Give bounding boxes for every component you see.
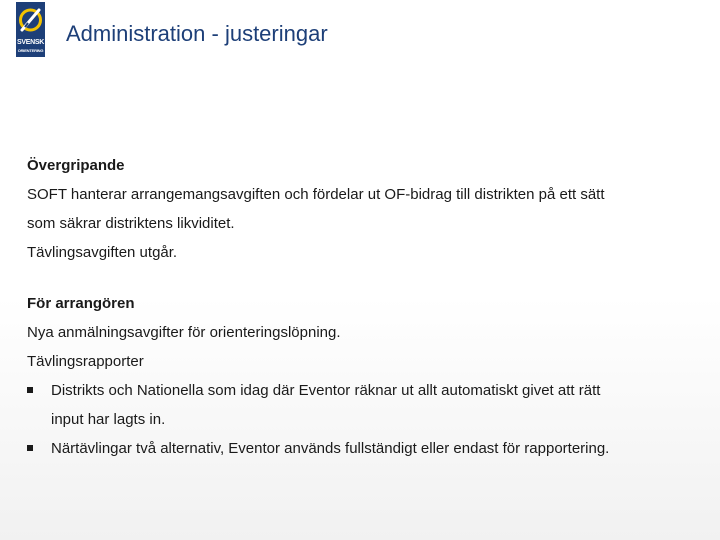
body-text-line: som säkrar distriktens likviditet. [27,215,235,232]
body-text-line: Tävlingsrapporter [27,353,144,370]
section-for-arrangoren [27,289,707,463]
logo [16,2,45,57]
logo-text-line1: SVENSK [17,39,44,46]
bullet-item [27,434,707,463]
section-heading: För arrangören [27,295,135,312]
body-text-line: SOFT hanterar arrangemangsavgiften och fördelar ut OF-bidrag till distrikten på ett sätt [27,186,605,203]
body-text-line: Tävlingsavgiften utgår. [27,244,178,261]
bullet-text-line: Närtävlingar två alternativ, Eventor används fullständigt eller endast för rapportering. [51,440,610,457]
section-heading: Övergripande [27,157,125,174]
body-text-line: Nya anmälningsavgifter för orienteringslöpning. [27,324,341,341]
bullet-list [27,376,707,463]
logo-text-line2: ORIENTERING [17,48,44,53]
bullet-marker-icon [27,387,33,393]
bullet-item [27,376,707,434]
slide-body [27,151,707,463]
bullet-marker-icon [27,445,33,451]
page-title: Administration - justeringar [66,21,328,46]
bullet-text-line: Distrikts och Nationella som idag där Eventor räknar ut allt automatiskt givet att rätt [51,382,601,399]
bullet-text-line: input har lagts in. [51,411,166,428]
section-overgripande [27,151,707,267]
section-spacer [27,267,707,289]
compass-icon [16,2,45,40]
